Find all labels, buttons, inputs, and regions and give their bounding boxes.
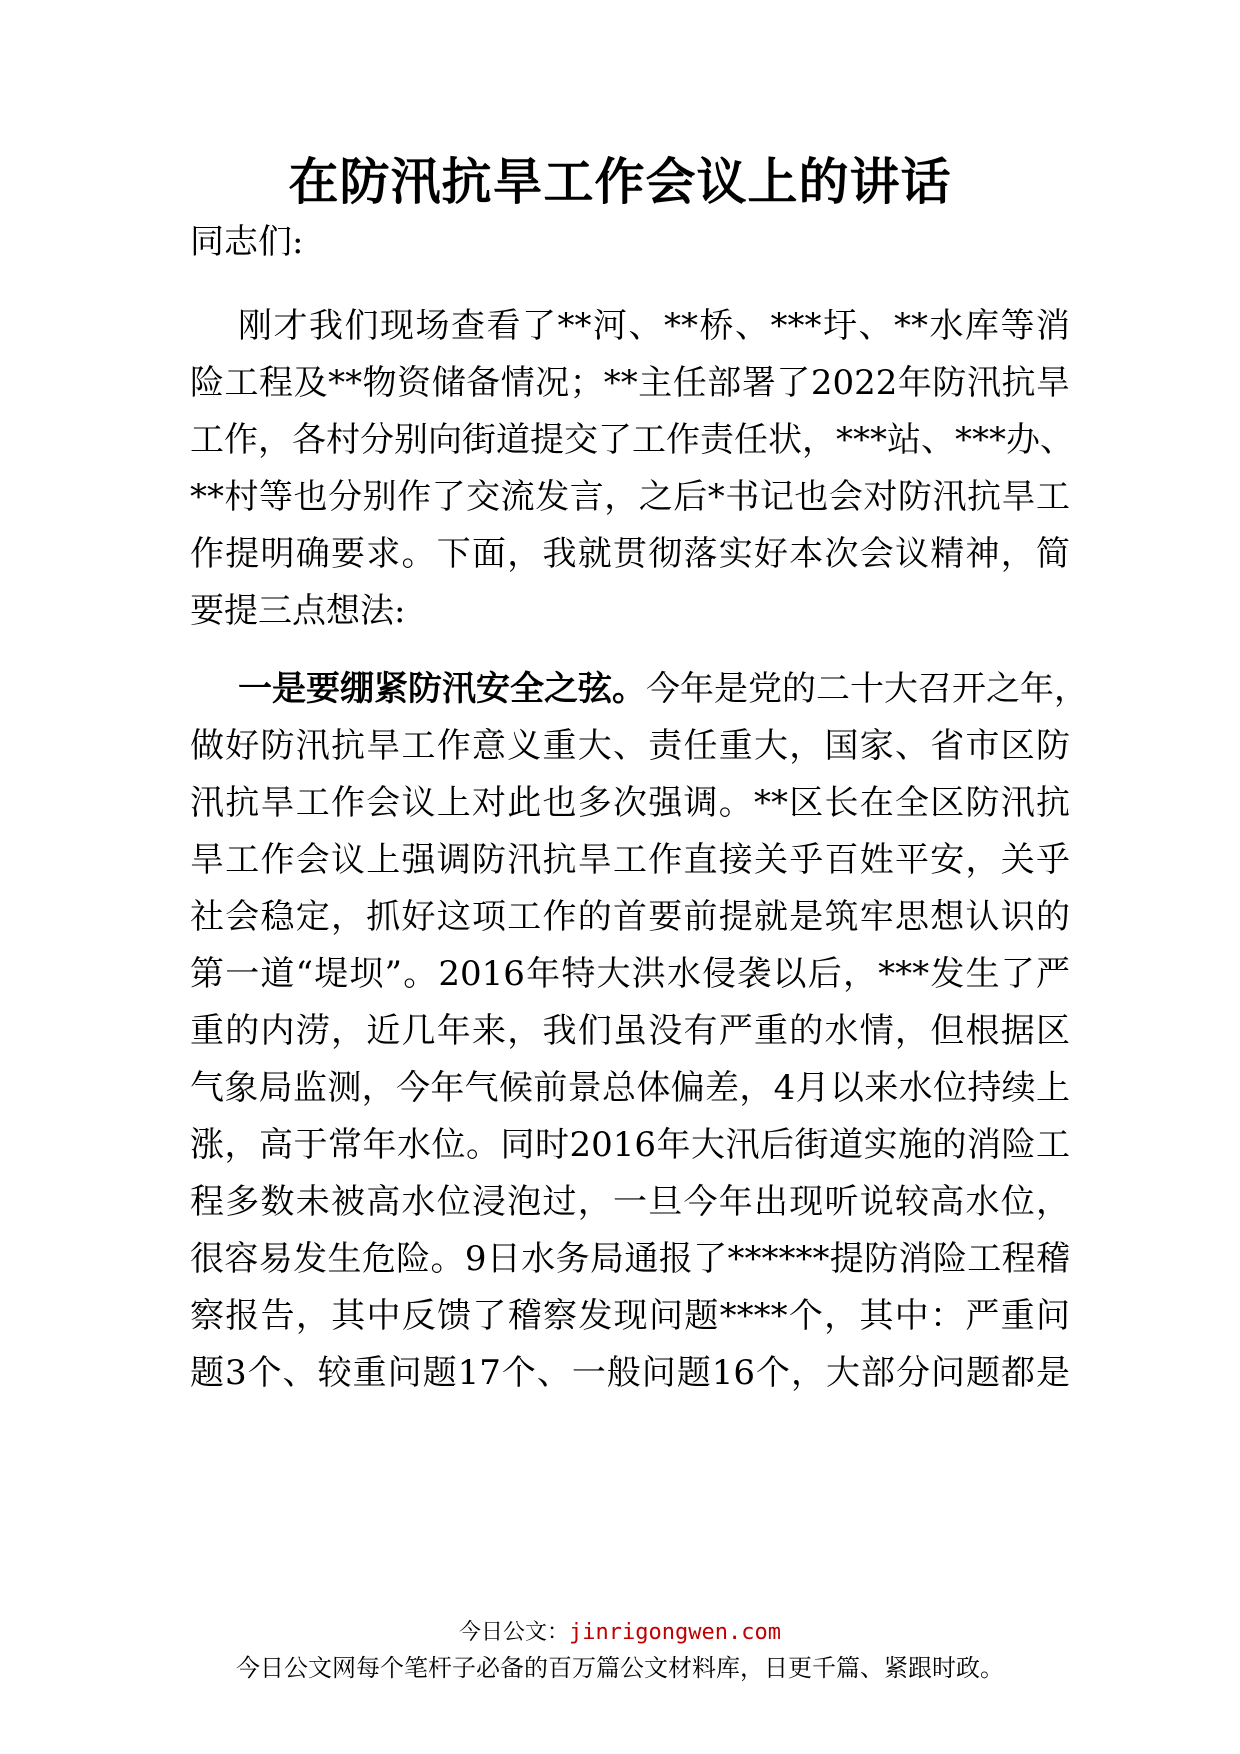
paragraph-line: 重的内涝，近几年来，我们虽没有严重的水情，但根据区 xyxy=(190,1011,1070,1051)
paragraph-line: 涨，高于常年水位。同时2016年大汛后街道实施的消险工 xyxy=(190,1125,1070,1165)
paragraph-line: 很容易发生危险。9日水务局通报了******提防消险工程稽 xyxy=(190,1239,1070,1279)
paragraph-line: **村等也分别作了交流发言，之后*书记也会对防汛抗旱工 xyxy=(190,477,1070,517)
paragraph-line: 旱工作会议上强调防汛抗旱工作直接关乎百姓平安，关乎 xyxy=(190,840,1070,880)
paragraph-line: 工作，各村分别向街道提交了工作责任状，***站、***办、 xyxy=(190,420,1074,460)
paragraph-line: 察报告，其中反馈了稽察发现问题****个，其中：严重问 xyxy=(190,1296,1070,1336)
paragraph-line xyxy=(238,659,1088,719)
paragraph-line: 险工程及**物资储备情况；**主任部署了2022年防汛抗旱 xyxy=(190,363,1070,403)
section-heading: 一是要绷紧防汛安全之弦。 xyxy=(238,669,646,709)
paragraph-line: 第一道“堤坝”。2016年特大洪水侵袭以后，***发生了严 xyxy=(190,954,1070,994)
paragraph-line: 做好防汛抗旱工作意义重大、责任重大，国家、省市区防 xyxy=(190,726,1070,766)
paragraph-line: 作提明确要求。下面，我就贯彻落实好本次会议精神，简 xyxy=(190,534,1070,574)
footer-slogan: 今日公文网每个笔杆子必备的百万篇公文材料库，日更千篇、紧跟时政。 xyxy=(236,1654,1004,1682)
paragraph-line: 程多数未被高水位浸泡过，一旦今年出现听说较高水位， xyxy=(190,1182,1070,1222)
footer-site-line xyxy=(0,1618,1240,1648)
document-title: 在防汛抗旱工作会议上的讲话 xyxy=(288,152,952,211)
paragraph-line: 题3个、较重问题17个、一般问题16个，大部分问题都是 xyxy=(190,1353,1070,1393)
paragraph-line: 要提三点想法: xyxy=(190,591,406,631)
paragraph-text: 今年是党的二十大召开之年， xyxy=(646,669,1088,709)
paragraph-line: 汛抗旱工作会议上对此也多次强调。**区长在全区防汛抗 xyxy=(190,783,1070,823)
paragraph-line: 气象局监测，今年气候前景总体偏差，4月以来水位持续上 xyxy=(190,1068,1070,1108)
footer-site-link[interactable]: jinrigongwen.com xyxy=(569,1620,781,1645)
footer-site-prefix: 今日公文： xyxy=(459,1620,570,1645)
salutation: 同志们: xyxy=(190,222,304,262)
paragraph-line: 社会稳定，抓好这项工作的首要前提就是筑牢思想认识的 xyxy=(190,897,1070,937)
paragraph-line: 刚才我们现场查看了**河、**桥、***圩、**水库等消 xyxy=(238,306,1070,346)
